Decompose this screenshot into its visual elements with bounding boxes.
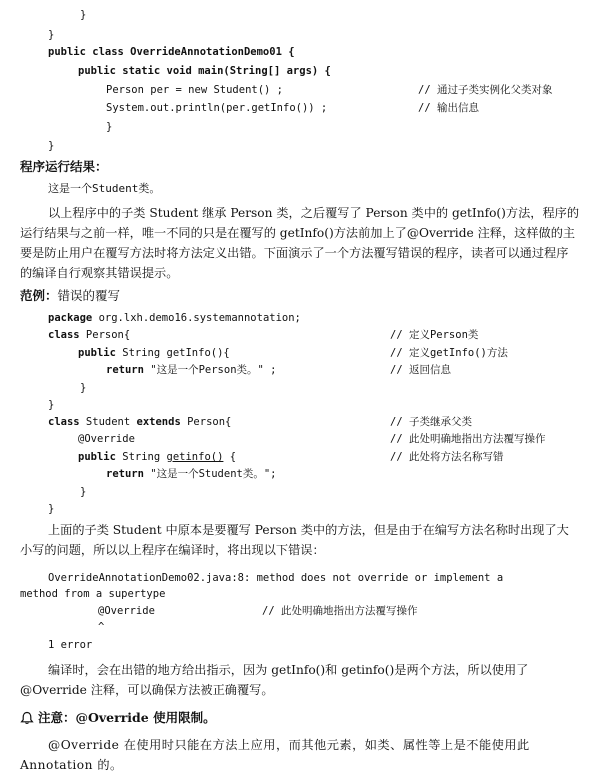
code-line: package org.lxh.demo16.systemannotation; [48, 312, 301, 324]
error-line: method from a supertype [20, 588, 166, 600]
code-comment: // 通过子类实例化父类对象 [418, 84, 553, 96]
code-line: System.out.println(per.getInfo()) ; [106, 102, 328, 114]
code-line: class Student extends Person{ [48, 416, 232, 428]
code-line: Person per = new Student() ; [106, 84, 284, 96]
code-line: } [80, 9, 87, 21]
error-line: OverrideAnnotationDemo02.java:8: method does not override or implement a [48, 572, 504, 584]
code-line: return "这是一个Person类。" ; [106, 364, 277, 376]
code-comment: // 此处将方法名称写错 [390, 451, 504, 463]
note-body: @Override 在使用时只能在方法上应用，而其他元素，如类、属性等上是不能使用此 Annotation 的。 [20, 738, 530, 772]
code-line: public static void main(String[] args) { [78, 65, 331, 77]
code-comment: // 定义getInfo()方法 [390, 347, 508, 359]
error-line: @Override [98, 605, 155, 617]
error-count: 1 error [48, 639, 93, 651]
error-comment: // 此处明确地指出方法覆写操作 [262, 605, 418, 617]
code-line: public String getInfo(){ [78, 347, 230, 359]
code-line: } [48, 29, 55, 41]
example-label: 范例： [20, 288, 58, 303]
code-comment: // 定义Person类 [390, 329, 479, 341]
code-line: } [80, 382, 87, 394]
code-line: } [48, 503, 55, 515]
code-line: } [106, 121, 113, 133]
note-heading: 注意：@Override 使用限制。 [38, 710, 216, 725]
code-comment: // 子类继承父类 [390, 416, 472, 428]
code-line: public class OverrideAnnotationDemo01 { [48, 46, 295, 58]
code-comment: // 返回信息 [390, 364, 451, 376]
paragraph-3: 编译时，会在出错的地方给出指示，因为 getInfo()和 getinfo()是两个方法，所以使用了@Override 注释，可以确保方法被正确覆写。 [20, 663, 529, 697]
result-heading: 程序运行结果： [20, 159, 108, 174]
result-output: 这是一个Student类。 [48, 182, 161, 195]
code-line: } [48, 399, 55, 411]
example-heading [20, 287, 120, 305]
code-line: class Person{ [48, 329, 131, 341]
error-caret: ^ [98, 621, 105, 633]
paragraph-1: 以上程序中的子类 Student 继承 Person 类，之后覆写了 Person 类中的 getInfo()方法，程序的运行结果与之前一样，唯一不同的只是在覆写的 getInfo()方法前加上了@Override 注释，这样做的主要是防止用户在覆写方法时将方法定义出错。下面演示了一个方法覆写错误的程序，读者可以通过程序的编译自行观察其错误提示。 [20, 206, 580, 280]
code-comment: // 此处明确地指出方法覆写操作 [390, 433, 546, 445]
example-title: 错误的覆写 [57, 288, 121, 303]
code-line: return "这是一个Student类。"; [106, 468, 277, 480]
bell-icon [20, 711, 34, 725]
code-line: } [48, 140, 55, 152]
code-line: public String getinfo() { [78, 451, 237, 463]
code-comment: // 输出信息 [418, 102, 479, 114]
code-line: } [80, 486, 87, 498]
code-line: @Override [78, 433, 135, 445]
paragraph-2: 上面的子类 Student 中原本是要覆写 Person 类中的方法，但是由于在编写方法名称时出现了大小写的问题，所以以上程序在编译时，将出现以下错误： [20, 523, 569, 557]
